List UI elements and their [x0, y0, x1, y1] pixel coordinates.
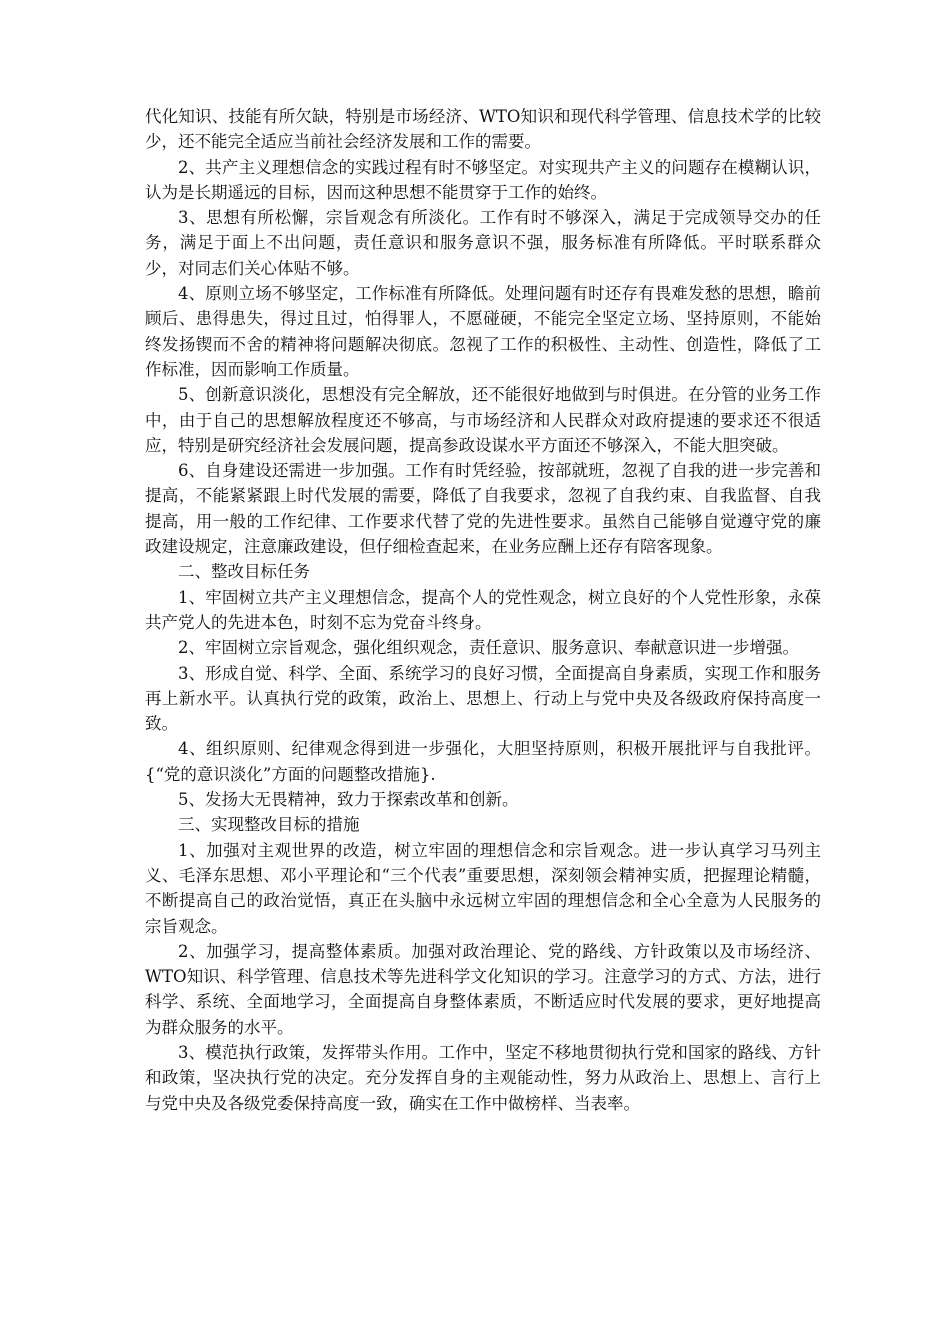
- section-heading-goals: 二、整改目标任务: [178, 562, 310, 582]
- section-heading-measures: 三、实现整改目标的措施: [178, 815, 360, 835]
- paragraph-issue-2: 2、共产主义理想信念的实践过程有时不够坚定。对实现共产主义的问题存在模糊认识，认为是长期遥远的目标，因而这种思想不能贯穿于工作的始终。: [145, 157, 821, 202]
- paragraph-goal-1: 1、牢固树立共产主义理想信念，提高个人的党性观念，树立良好的个人党性形象，永葆共产党人的先进本色，时刻不忘为党奋斗终身。: [145, 587, 821, 632]
- paragraph-issue-6: 6、自身建设还需进一步加强。工作有时凭经验，按部就班，忽视了自我的进一步完善和提高，不能紧紧跟上时代发展的需要，降低了自我要求，忽视了自我约束、自我监督、自我提高，用一般的工作纪律、工作要求代替了党的先进性要求。虽然自己能够自觉遵守党的廉政建设规定，注意廉政建设，但仔细检查起来，在业务应酬上还存有陪客现象。: [145, 461, 821, 557]
- paragraph-goal-3: 3、形成自觉、科学、全面、系统学习的良好习惯，全面提高自身素质，实现工作和服务再上新水平。认真执行党的政策，政治上、思想上、行动上与党中央及各级政府保持高度一致。: [145, 663, 821, 734]
- paragraph-goal-4: 4、组织原则、纪律观念得到进一步强化，大胆坚持原则，积极开展批评与自我批评。{“党的意识淡化”方面的问题整改措施}.: [145, 739, 821, 784]
- paragraph-measure-3: 3、模范执行政策，发挥带头作用。工作中，坚定不移地贯彻执行党和国家的路线、方针和政策，坚决执行党的决定。充分发挥自身的主观能动性，努力从政治上、思想上、言行上与党中央及各级党委保持高度一致，确实在工作中做榜样、当表率。: [145, 1042, 821, 1113]
- paragraph-issue-5: 5、创新意识淡化，思想没有完全解放，还不能很好地做到与时俱进。在分管的业务工作中，由于自己的思想解放程度还不够高，与市场经济和人民群众对政府提速的要求还不很适应，特别是研究经济社会发展问题，提高参政设谋水平方面还不够深入，不能大胆突破。: [145, 385, 821, 455]
- paragraph-issue-4: 4、原则立场不够坚定，工作标准有所降低。处理问题有时还存有畏难发愁的思想，瞻前顾后、患得患失，得过且过，怕得罪人，不愿碰硬，不能完全坚定立场、坚持原则，不能始终发扬锲而不舍的精神将问题解决彻底。忽视了工作的积极性、主动性、创造性，降低了工作标准，因而影响工作质量。: [145, 284, 821, 379]
- paragraph-continued: 代化知识、技能有所欠缺，特别是市场经济、WTO知识和现代科学管理、信息技术学的比较少，还不能完全适应当前社会经济发展和工作的需要。: [145, 107, 821, 152]
- paragraph-goal-2: 2、牢固树立宗旨观念，强化组织观念，责任意识、服务意识、奉献意识进一步增强。: [178, 638, 799, 658]
- paragraph-goal-5: 5、发扬大无畏精神，致力于探索改革和创新。: [178, 790, 519, 810]
- paragraph-measure-1: 1、加强对主观世界的改造，树立牢固的理想信念和宗旨观念。进一步认真学习马列主义、毛泽东思想、邓小平理论和“三个代表”重要思想，深刻领会精神实质，把握理论精髓，不断提高自己的政治觉悟，真正在头脑中永远树立牢固的理想信念和全心全意为人民服务的宗旨观念。: [145, 840, 821, 936]
- paragraph-issue-3: 3、思想有所松懈，宗旨观念有所淡化。工作有时不够深入，满足于完成领导交办的任务，满足于面上不出问题，责任意识和服务意识不强，服务标准有所降低。平时联系群众少，对同志们关心体贴不够。: [145, 208, 821, 278]
- document-body: [145, 104, 821, 1116]
- paragraph-measure-2: 2、加强学习，提高整体素质。加强对政治理论、党的路线、方针政策以及市场经济、WTO知识、科学管理、信息技术等先进科学文化知识的学习。注意学习的方式、方法，进行科学、系统、全面地学习，全面提高自身整体素质，不断适应时代发展的要求，更好地提高为群众服务的水平。: [145, 941, 821, 1037]
